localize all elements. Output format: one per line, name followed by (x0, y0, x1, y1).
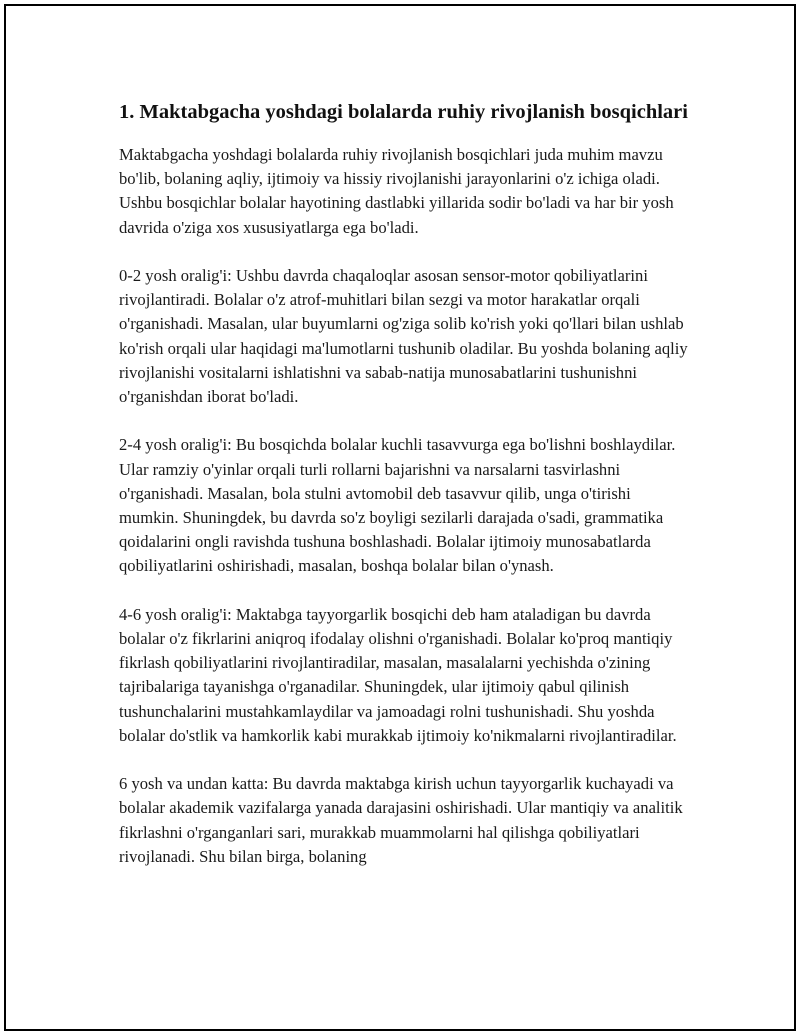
document-body (119, 98, 694, 893)
paragraph-age-0-2: 0-2 yosh oralig'i: Ushbu davrda chaqaloqlar asosan sensor-motor qobiliyatlarini rivojlantiradi. Bolalar o'z atrof-muhitlari bilan sezgi va motor harakatlar orqali o'rganishadi. Masalan, ular buyumlarni og'ziga solib ko'rish yoki qo'llari bilan ushlab ko'rish orqali ular haqidagi ma'lumotlarni tushunib oladilar. Bu yoshda bolaning aqliy rivojlanishi vositalarni ishlatishni va sabab-natija munosabatlarini tushunishni o'rganishdan iborat bo'ladi. (119, 266, 688, 407)
paragraph-age-4-6: 4-6 yosh oralig'i: Maktabga tayyorgarlik bosqichi deb ham ataladigan bu davrda bolalar o'z fikrlarini aniqroq ifodalay olishni o'rganishadi. Bolalar ko'proq mantiqiy fikrlash qobiliyatlarini rivojlantiradilar, masalan, masalalarni yechishda o'zining tajribalariga tayanishga o'rganadilar. Shuningdek, ular ijtimoiy qabul qilinish tushunchalarini mustahkamlaydilar va jamoadagi rolni tushunishadi. Shu yoshda bolalar do'stlik va hamkorlik kabi murakkab ijtimoiy ko'nikmalarni rivojlantiradilar. (119, 604, 677, 745)
paragraph-intro: Maktabgacha yoshdagi bolalarda ruhiy rivojlanish bosqichlari juda muhim mavzu bo'lib, bolaning aqliy, ijtimoiy va hissiy rivojlanishi jarayonlarini o'z ichiga oladi. Ushbu bosqichlar bolalar hayotining dastlabki yillarida sodir bo'ladi va har bir yosh davrida o'ziga xos xususiyatlarga ega bo'ladi. (119, 145, 674, 237)
document-heading: 1. Maktabgacha yoshdagi bolalarda ruhiy rivojlanish bosqichlari (119, 101, 688, 123)
page-frame (4, 4, 796, 1031)
paragraph-age-2-4: 2-4 yosh oralig'i: Bu bosqichda bolalar kuchli tasavvurga ega bo'lishni boshlaydilar. Ular ramziy o'yinlar orqali turli rollarni bajarishni va narsalarni tasvirlashni o'rganishadi. Masalan, bola stulni avtomobil deb tasavvur qilib, unga o'tirishi mumkin. Shuningdek, bu davrda so'z boyligi sezilarli darajada o'sadi, grammatika qoidalarini ongli ravishda tushuna boshlashadi. Bolalar ijtimoiy munosabatlarda qobiliyatlarini oshirishadi, masalan, boshqa bolalar bilan o'ynash. (119, 435, 676, 576)
paragraph-age-6-plus: 6 yosh va undan katta: Bu davrda maktabga kirish uchun tayyorgarlik kuchayadi va bolalar akademik vazifalarga yanada darajasini oshirishadi. Ular mantiqiy va analitik fikrlashni o'rganganlari sari, murakkab muammolarni hal qilishga qobiliyatlari rivojlanadi. Shu bilan birga, bolaning (119, 774, 683, 866)
